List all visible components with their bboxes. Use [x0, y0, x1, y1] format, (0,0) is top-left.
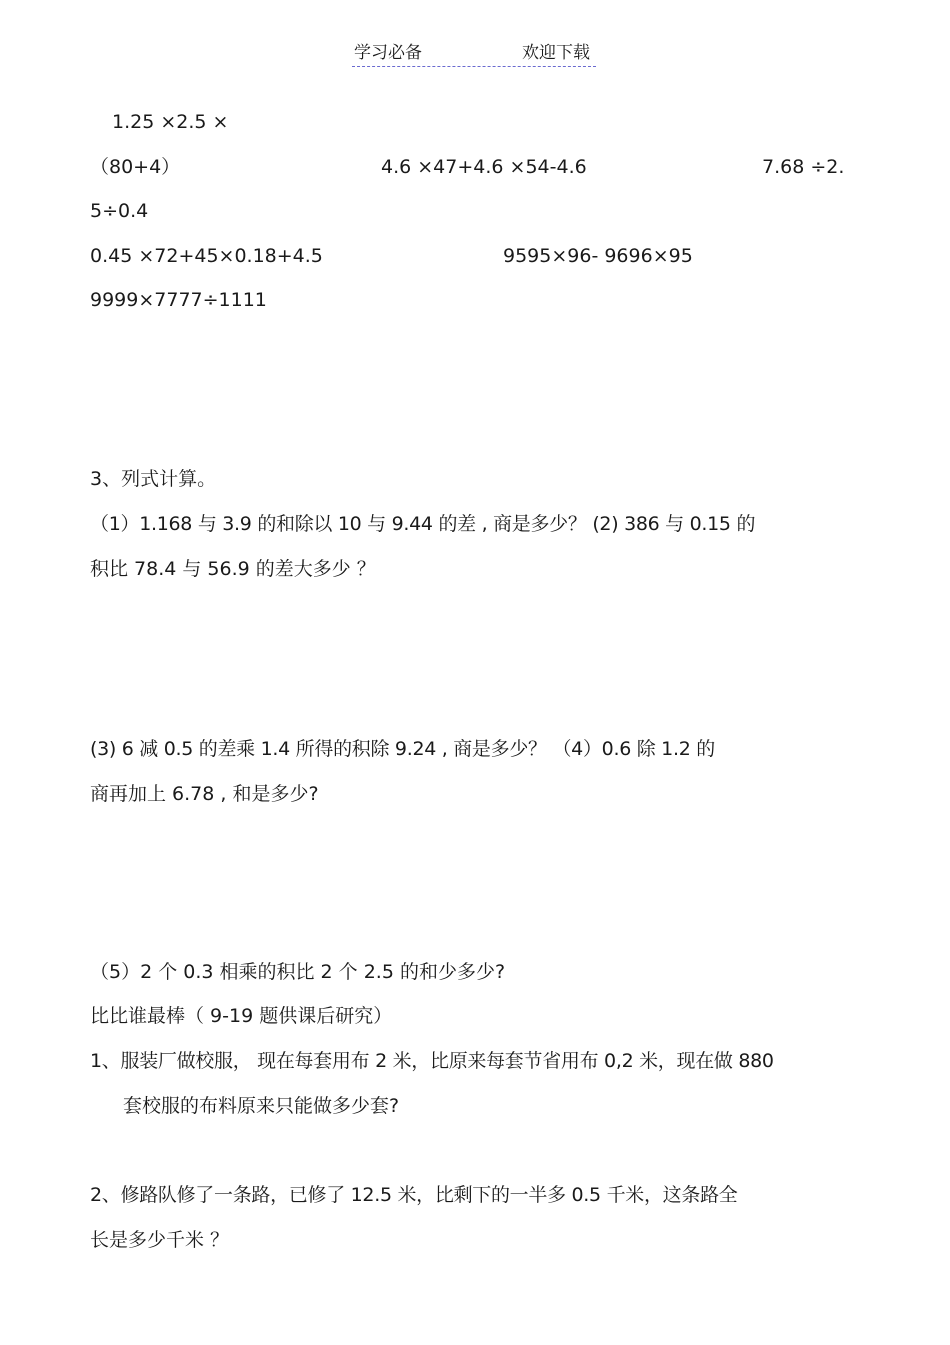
section-3-title: 3、列式计算。: [90, 468, 217, 490]
calc-line-3: 5÷0.4: [90, 200, 149, 222]
question-5: （5）2 个 0.3 相乘的积比 2 个 2.5 的和少多少?: [90, 961, 506, 983]
calc-line-4b: 9595×96- 9696×95: [503, 245, 693, 267]
question-3-4-line-2: 商再加上 6.78 , 和是多少?: [90, 783, 319, 805]
calc-line-2b: 4.6 ×47+4.6 ×54-4.6: [381, 156, 587, 178]
header-left-text: 学习必备: [354, 43, 422, 63]
problem-2-line-2: 长是多少千米 ？: [90, 1229, 230, 1251]
calc-line-2a: （80+4）: [90, 156, 181, 178]
calc-line-2c: 7.68 ÷2.: [762, 156, 845, 178]
problem-1-line-1: 1、服装厂做校服， 现在每套用布 2 米，比原来每套节省用布 0,2 米，现在做 880: [90, 1050, 774, 1072]
calc-line-1: 1.25 ×2.5 ×: [112, 111, 229, 133]
page-header: [352, 42, 596, 67]
header-right-text: 欢迎下载: [522, 43, 590, 63]
question-1-2-line-1: （1）1.168 与 3.9 的和除以 10 与 9.44 的差 , 商是多少？ (2) 386 与 0.15 的: [90, 513, 756, 535]
challenge-title: 比比谁最棒（ 9-19 题供课后研究）: [90, 1005, 393, 1027]
question-3-4-line-1: (3) 6 减 0.5 的差乘 1.4 所得的积除 9.24 , 商是多少？ （4）0.6 除 1.2 的: [90, 738, 715, 760]
calc-line-5: 9999×7777÷1111: [90, 289, 267, 311]
question-1-2-line-2: 积比 78.4 与 56.9 的差大多少 ？: [90, 558, 376, 580]
problem-2-line-1: 2、修路队修了一条路，已修了 12.5 米，比剩下的一半多 0.5 千米，这条路全: [90, 1184, 738, 1206]
problem-1-line-2: 套校服的布料原来只能做多少套?: [123, 1095, 400, 1117]
calc-line-4a: 0.45 ×72+45×0.18+4.5: [90, 245, 323, 267]
